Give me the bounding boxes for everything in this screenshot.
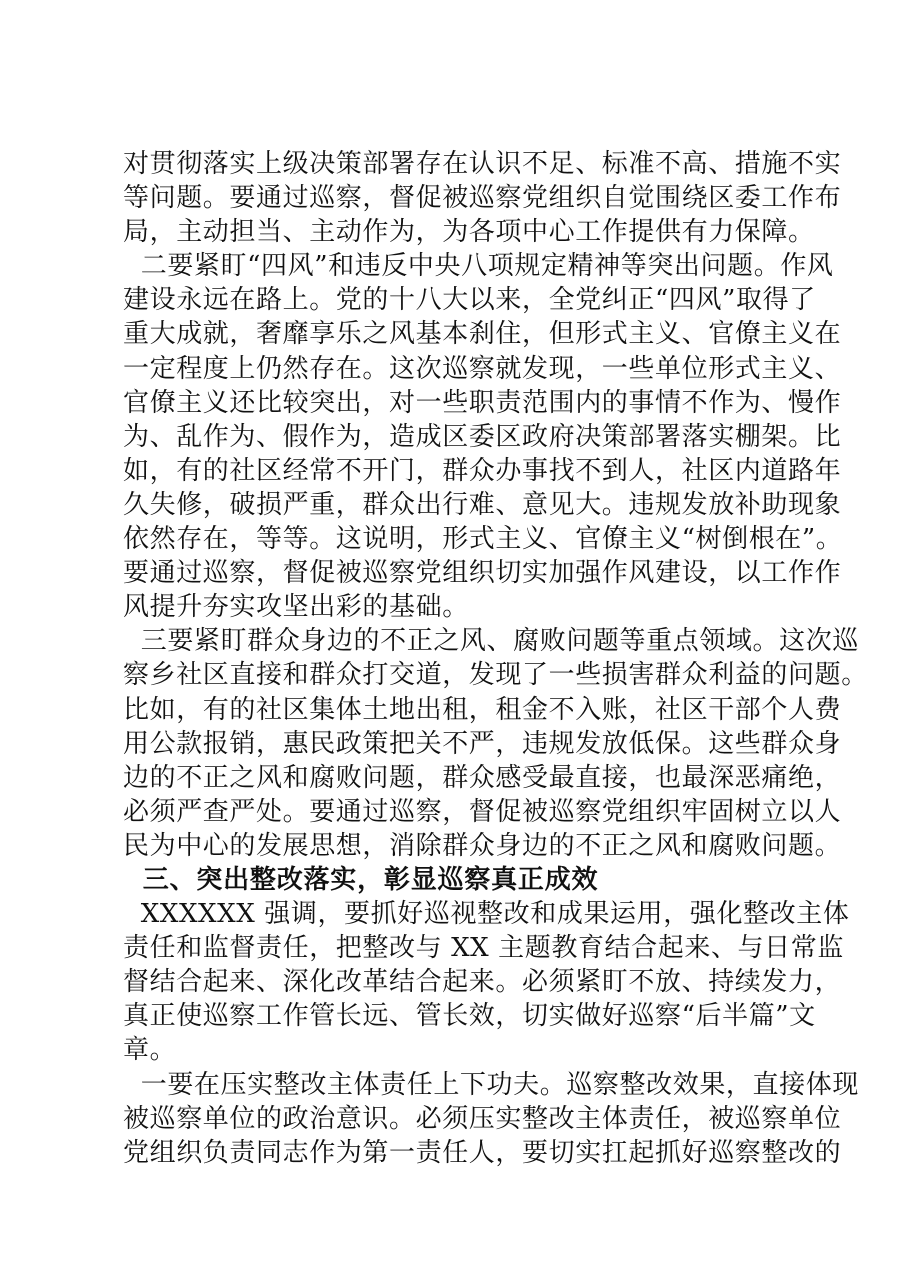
- text-line: 二要紧盯“四风”和违反中央八项规定精神等突出问题。作风: [123, 251, 834, 282]
- text-line: 建设永远在路上。党的十八大以来，全党纠正“四风”取得了: [123, 285, 816, 316]
- text-line: 久失修，破损严重，群众出行难、意见大。违规发放补助现象: [123, 489, 842, 520]
- text-line: 真正使巡察工作管长远、管长效，切实做好巡察“后半篇”文: [123, 1001, 816, 1032]
- text-line: 局，主动担当、主动作为，为各项中心工作提供有力保障。: [123, 217, 815, 248]
- text-line: 必须严查严处。要通过巡察，督促被巡察党组织牢固树立以人: [123, 796, 842, 827]
- text-line: 用公款报销，惠民政策把关不严，违规发放低保。这些群众身: [123, 728, 842, 759]
- text-line: 章。: [123, 1035, 177, 1066]
- text-line: 一要在压实整改主体责任上下功夫。巡察整改效果，直接体现: [123, 1069, 859, 1100]
- text-line: 一定程度上仍然存在。这次巡察就发现，一些单位形式主义、: [123, 353, 842, 384]
- text-line: 为、乱作为、假作为，造成区委区政府决策部署落实棚架。比: [123, 421, 842, 452]
- text-line: 边的不正之风和腐败问题，群众感受最直接，也最深恶痛绝，: [123, 762, 842, 793]
- text-line: 党组织负责同志作为第一责任人，要切实扛起抓好巡察整改的: [123, 1137, 842, 1168]
- text-line: 对贯彻落实上级决策部署存在认识不足、标准不高、措施不实: [123, 149, 842, 179]
- text-line: 重大成就，奢靡享乐之风基本刹住，但形式主义、官僚主义在: [123, 319, 842, 350]
- text-line: 民为中心的发展思想，消除群众身边的不正之风和腐败问题。: [123, 830, 842, 861]
- text-line: 要通过巡察，督促被巡察党组织切实加强作风建设，以工作作: [123, 558, 842, 589]
- text-line: 督结合起来、深化改革结合起来。必须紧盯不放、持续发力，: [123, 967, 842, 998]
- text-line: 三要紧盯群众身边的不正之风、腐败问题等重点领域。这次巡: [123, 626, 859, 657]
- text-line: 官僚主义还比较突出，对一些职责范围内的事情不作为、慢作: [123, 387, 842, 418]
- text-line: 依然存在，等等。这说明，形式主义、官僚主义“树倒根在”。: [123, 524, 843, 555]
- text-line: 察乡社区直接和群众打交道，发现了一些损害群众利益的问题。: [123, 660, 868, 691]
- text-line: 风提升夯实攻坚出彩的基础。: [123, 592, 469, 623]
- text-line: 等问题。要通过巡察，督促被巡察党组织自觉围绕区委工作布: [123, 183, 842, 214]
- text-line: 比如，有的社区集体土地出租，租金不入账，社区干部个人费: [123, 694, 842, 725]
- text-line: 被巡察单位的政治意识。必须压实整改主体责任，被巡察单位: [123, 1103, 842, 1134]
- text-line: 如，有的社区经常不开门，群众办事找不到人，社区内道路年: [123, 455, 842, 486]
- section-heading: 三、突出整改落实，彰显巡察真正成效: [123, 864, 599, 895]
- document-body: [123, 147, 868, 1170]
- text-line: 责任和监督责任，把整改与 XX 主题教育结合起来、与日常监: [123, 933, 844, 964]
- text-line: XXXXXX 强调，要抓好巡视整改和成果运用，强化整改主体: [123, 899, 850, 930]
